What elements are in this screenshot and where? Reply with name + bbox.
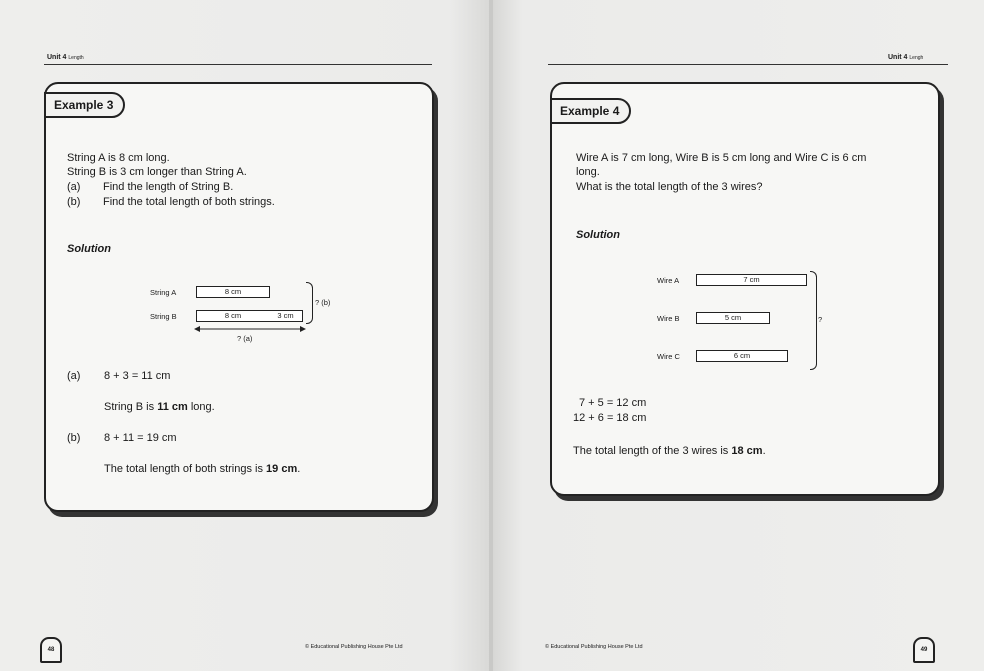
part-b-text: Find the total length of both strings. (103, 196, 275, 208)
answer-a-statement-text: String B is (104, 401, 158, 413)
header-rule (548, 64, 948, 65)
page-number: 49 (913, 637, 935, 663)
right-page (493, 0, 984, 671)
solution-heading: Solution (67, 243, 111, 255)
running-head-unit: Unit 4 (888, 54, 908, 61)
answer-a-equation: 8 + 3 = 11 cm (104, 370, 171, 382)
copyright: © Educational Publishing House Pte Ltd (545, 644, 643, 650)
equation-1: 7 + 5 = 12 cm (579, 397, 647, 409)
answer-a-value: 11 cm (157, 401, 188, 413)
wire-b-bar: 5 cm (696, 312, 770, 324)
wire-c-bar: 6 cm (696, 350, 788, 362)
wire-b-label: Wire B (657, 314, 680, 323)
example-tab: Example 4 (550, 98, 631, 124)
answer-b-value: 19 cm (266, 463, 298, 475)
example-tab: Example 3 (44, 92, 125, 118)
total-brace (810, 271, 817, 370)
page-number: 48 (40, 637, 62, 663)
part-b-marker: (b) (67, 196, 81, 208)
problem-line-2: String B is 3 cm longer than String A. (67, 166, 247, 178)
problem-line-1: Wire A is 7 cm long, Wire B is 5 cm long and Wire C is 6 cm (576, 152, 867, 164)
running-head (888, 54, 923, 61)
brace-label: ? (818, 315, 823, 324)
string-b-label: String B (150, 312, 177, 321)
answer-statement-text: The total length of the 3 wires is (573, 445, 732, 457)
wire-a-bar: 7 cm (696, 274, 807, 286)
answer-value: 18 cm (731, 445, 763, 457)
answer-a-marker: (a) (67, 370, 81, 382)
answer-b-equation: 8 + 11 = 19 cm (104, 432, 177, 444)
brace-label: ? (b) (315, 298, 331, 307)
string-b-bar-part2: 3 cm (269, 310, 303, 322)
arrow-label: ? (a) (237, 334, 253, 343)
answer-a-statement-end: long. (187, 401, 215, 413)
running-head-unit: Unit 4 (47, 54, 67, 61)
solution-heading: Solution (576, 229, 620, 241)
problem-line-1: String A is 8 cm long. (67, 152, 170, 164)
total-brace (306, 282, 313, 324)
string-a-label: String A (150, 288, 177, 297)
answer-statement (573, 444, 766, 458)
equation-2: 12 + 6 = 18 cm (573, 412, 647, 424)
wire-c-label: Wire C (657, 352, 680, 361)
running-head-topic: Length (68, 55, 84, 61)
answer-a-statement (104, 400, 215, 414)
answer-b-marker: (b) (67, 432, 81, 444)
string-a-bar: 8 cm (196, 286, 270, 298)
copyright: © Educational Publishing House Pte Ltd (305, 644, 403, 650)
string-b-bar-part1: 8 cm (196, 310, 270, 322)
problem-line-3: What is the total length of the 3 wires? (576, 181, 763, 193)
answer-b-statement-end: . (297, 463, 301, 475)
left-page (0, 0, 489, 671)
problem-line-2: long. (576, 166, 600, 178)
running-head (47, 54, 84, 61)
length-arrow (194, 325, 306, 333)
answer-b-statement-text: The total length of both strings is (104, 463, 267, 475)
running-head-topic: Lengh (909, 55, 924, 61)
wire-a-label: Wire A (657, 276, 680, 285)
header-rule (44, 64, 432, 65)
example-card (550, 82, 940, 496)
answer-statement-end: . (762, 445, 766, 457)
part-a-marker: (a) (67, 181, 81, 193)
part-a-text: Find the length of String B. (103, 181, 234, 193)
answer-b-statement (104, 462, 300, 476)
